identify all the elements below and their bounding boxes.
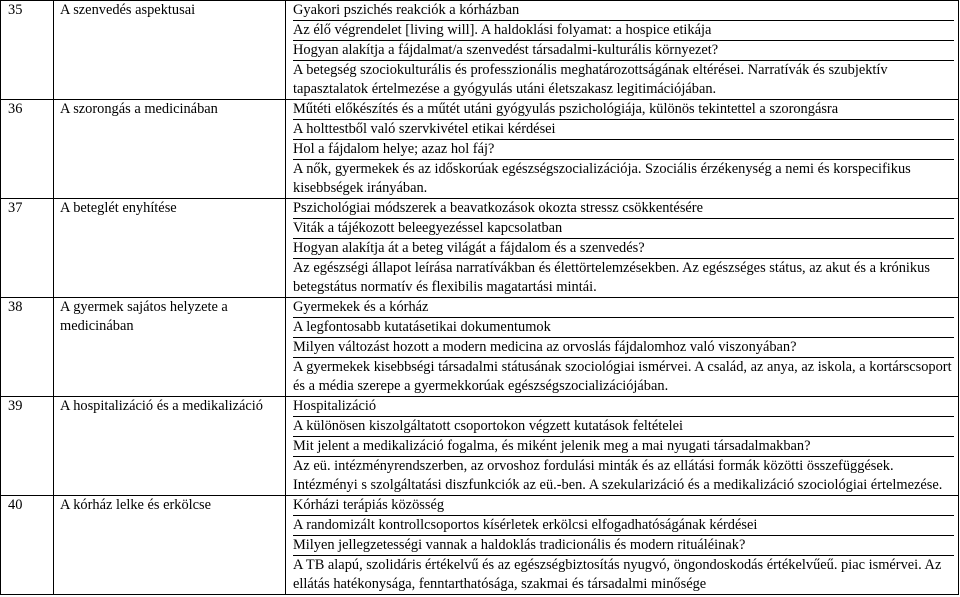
lesson-item: Az élő végrendelet [living will]. A haldoklási folyamat: a hospice etikája	[293, 21, 954, 41]
lesson-items	[286, 199, 959, 298]
lesson-topic: A hospitalizáció és a medikalizáció	[54, 397, 286, 496]
syllabus-table-body	[1, 1, 959, 595]
lesson-topic: A kórház lelke és erkölcse	[54, 496, 286, 595]
lesson-item: Hospitalizáció	[293, 397, 954, 417]
lesson-items	[286, 298, 959, 397]
lesson-item: Milyen jellegzetességi vannak a haldoklás tradicionális és modern rituáléinak?	[293, 536, 954, 556]
lesson-number: 38	[1, 298, 54, 397]
lesson-item: Hol a fájdalom helye; azaz hol fáj?	[293, 140, 954, 160]
lesson-topic: A szorongás a medicinában	[54, 100, 286, 199]
lesson-item: A különösen kiszolgáltatott csoportokon végzett kutatások feltételei	[293, 417, 954, 437]
lesson-item: A randomizált kontrollcsoportos kísérletek erkölcsi elfogadhatóságának kérdései	[293, 516, 954, 536]
lesson-item: Gyakori pszichés reakciók a kórházban	[293, 1, 954, 21]
lesson-number: 35	[1, 1, 54, 100]
lesson-items	[286, 1, 959, 100]
lesson-item: Gyermekek és a kórház	[293, 298, 954, 318]
lesson-item: Kórházi terápiás közösség	[293, 496, 954, 516]
lesson-topic: A beteglét enyhítése	[54, 199, 286, 298]
lesson-number: 37	[1, 199, 54, 298]
lesson-item: Viták a tájékozott beleegyezéssel kapcsolatban	[293, 219, 954, 239]
lesson-items	[286, 496, 959, 595]
table-row	[1, 1, 959, 100]
table-row	[1, 397, 959, 496]
lesson-number: 40	[1, 496, 54, 595]
lesson-topic: A gyermek sajátos helyzete a medicinában	[54, 298, 286, 397]
table-row	[1, 298, 959, 397]
lesson-number: 39	[1, 397, 54, 496]
lesson-item: A gyermekek kisebbségi társadalmi státusának szociológiai ismérvei. A család, az anya, az iskola, a kortárscsoport és a média szerepe a gyermekkorúak egészségszocializációjában.	[293, 359, 952, 394]
lesson-item: A nők, gyermekek és az időskorúak egészségszocializációja. Szociális érzékenység a nemi és korspecifikus kisebbségek irányában.	[293, 161, 911, 196]
lesson-item: A legfontosabb kutatásetikai dokumentumok	[293, 318, 954, 338]
lesson-number: 36	[1, 100, 54, 199]
lesson-item: Hogyan alakítja át a beteg világát a fájdalom és a szenvedés?	[293, 239, 954, 259]
lesson-item: A TB alapú, szolidáris értékelvű és az egészségbiztosítás nyugvó, öngondoskodás értékelvűeű. piac ismérvei. Az ellátás hatékonysága, fenntarthatósága, szakmai és társadalmi minősége	[293, 557, 942, 592]
table-row	[1, 100, 959, 199]
table-row	[1, 199, 959, 298]
lesson-items	[286, 397, 959, 496]
lesson-item: Az egészségi állapot leírása narratívákban és élettörtelemzésekben. Az egészséges státus, az akut és a krónikus betegstátus normatív és flexibilis magatartási mintái.	[293, 260, 930, 295]
lesson-item: Milyen változást hozott a modern medicina az orvoslás fájdalomhoz való viszonyában?	[293, 338, 954, 358]
lesson-item: A holttestből való szervkivétel etikai kérdései	[293, 120, 954, 140]
table-row	[1, 496, 959, 595]
lesson-item: A betegség szociokulturális és professzionális meghatározottságának eltérései. Narratívák és szubjektív tapasztalatok értelmezése a gyógyulás utáni életszakasz legitimációjában.	[293, 62, 888, 97]
lesson-item: Mit jelent a medikalizáció fogalma, és miként jelenik meg a mai nyugati társadalmakban?	[293, 437, 954, 457]
lesson-item: Hogyan alakítja a fájdalmat/a szenvedést társadalmi-kulturális környezet?	[293, 41, 954, 61]
lesson-item: Pszichológiai módszerek a beavatkozások okozta stressz csökkentésére	[293, 199, 954, 219]
lesson-item: Az eü. intézményrendszerben, az orvoshoz fordulási minták és az ellátási formák közötti összefüggések. Intézményi s szolgáltatási diszfunkciók az eü.-ben. A szekularizáció és a medikalizáció szociológiai értelmezése.	[293, 458, 943, 493]
lesson-item: Műtéti előkészítés és a műtét utáni gyógyulás pszichológiája, különös tekintettel a szorongásra	[293, 100, 954, 120]
lesson-items	[286, 100, 959, 199]
lesson-topic: A szenvedés aspektusai	[54, 1, 286, 100]
